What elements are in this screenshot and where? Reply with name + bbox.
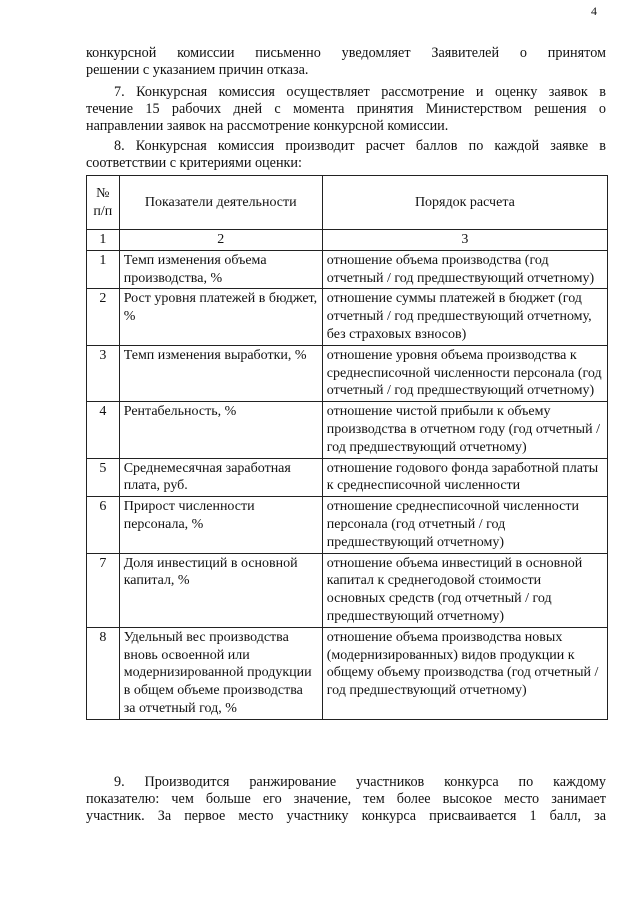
row-indicator: Удельный вес производства вновь освоенной или модернизированной продукции в общем объеме производства за отчетный год, %: [119, 627, 322, 719]
text-line: 8. Конкурсная комиссия производит расчет баллов по каждой заявке в: [114, 138, 606, 154]
row-indicator: Темп изменения выработки, %: [119, 345, 322, 401]
text-line: решении с указанием причин отказа.: [86, 62, 309, 78]
table-row: [87, 289, 608, 345]
row-number: 5: [87, 458, 120, 497]
text-line: конкурсной комиссии письменно уведомляет Заявителей о принятом: [86, 45, 606, 61]
row-indicator: Прирост численности персонала, %: [119, 497, 322, 553]
text-line: соответствии с критериями оценки:: [86, 155, 302, 171]
text-line: течение 15 рабочих дней с момента принятия Министерством решения о: [86, 101, 606, 117]
row-number: 2: [87, 289, 120, 345]
text-line: показателю: чем больше его значение, тем более высокое место занимает: [86, 791, 606, 807]
column-number: 3: [322, 230, 607, 251]
row-indicator: Среднемесячная заработная плата, руб.: [119, 458, 322, 497]
criteria-table: [86, 175, 608, 720]
row-number: 3: [87, 345, 120, 401]
table-row: [87, 345, 608, 401]
row-number: 7: [87, 553, 120, 627]
row-calculation: отношение уровня объема производства к среднесписочной численности персонала (год отчетный / год предшествующий отчетному): [322, 345, 607, 401]
row-indicator: Темп изменения объема производства, %: [119, 250, 322, 289]
header-calculation: Порядок расчета: [322, 176, 607, 230]
column-number-row: [87, 230, 608, 251]
row-indicator: Рентабельность, %: [119, 402, 322, 458]
table-row: [87, 458, 608, 497]
text-line: направлении заявок на рассмотрение конкурсной комиссии.: [86, 118, 449, 134]
row-indicator: Рост уровня платежей в бюджет, %: [119, 289, 322, 345]
table-row: [87, 553, 608, 627]
row-number: 8: [87, 627, 120, 719]
row-calculation: отношение годового фонда заработной платы к среднесписочной численности: [322, 458, 607, 497]
column-number: 2: [119, 230, 322, 251]
paragraph-8: [86, 138, 606, 172]
page-number: 4: [591, 4, 597, 18]
row-calculation: отношение чистой прибыли к объему производства в отчетном году (год отчетный / год предшествующий отчетному): [322, 402, 607, 458]
table-row: [87, 402, 608, 458]
paragraph-9: [86, 774, 606, 825]
row-indicator: Доля инвестиций в основной капитал, %: [119, 553, 322, 627]
header-number: № п/п: [87, 176, 120, 230]
text-line: участник. За первое место участнику конкурса присваивается 1 балл, за: [86, 808, 606, 824]
header-indicator: Показатели деятельности: [119, 176, 322, 230]
paragraph-7: [86, 84, 606, 135]
column-number: 1: [87, 230, 120, 251]
table-header-row: [87, 176, 608, 230]
row-calculation: отношение объема инвестиций в основной капитал к среднегодовой стоимости основных средств (год отчетный / год предшествующий отчетному): [322, 553, 607, 627]
intro-paragraph: [86, 45, 606, 79]
row-calculation: отношение среднесписочной численности персонала (год отчетный / год предшествующий отчетному): [322, 497, 607, 553]
row-calculation: отношение объема производства новых (модернизированных) видов продукции к общему объему производства (год отчетный / год предшествующий отчетному): [322, 627, 607, 719]
text-line: 7. Конкурсная комиссия осуществляет рассмотрение и оценку заявок в: [114, 84, 606, 100]
row-calculation: отношение объема производства (год отчетный / год предшествующий отчетному): [322, 250, 607, 289]
row-number: 6: [87, 497, 120, 553]
text-line: 9. Производится ранжирование участников конкурса по каждому: [114, 774, 606, 790]
row-number: 4: [87, 402, 120, 458]
table-row: [87, 497, 608, 553]
row-calculation: отношение суммы платежей в бюджет (год отчетный / год предшествующий отчетному, без страховых взносов): [322, 289, 607, 345]
table-row: [87, 250, 608, 289]
table-row: [87, 627, 608, 719]
row-number: 1: [87, 250, 120, 289]
